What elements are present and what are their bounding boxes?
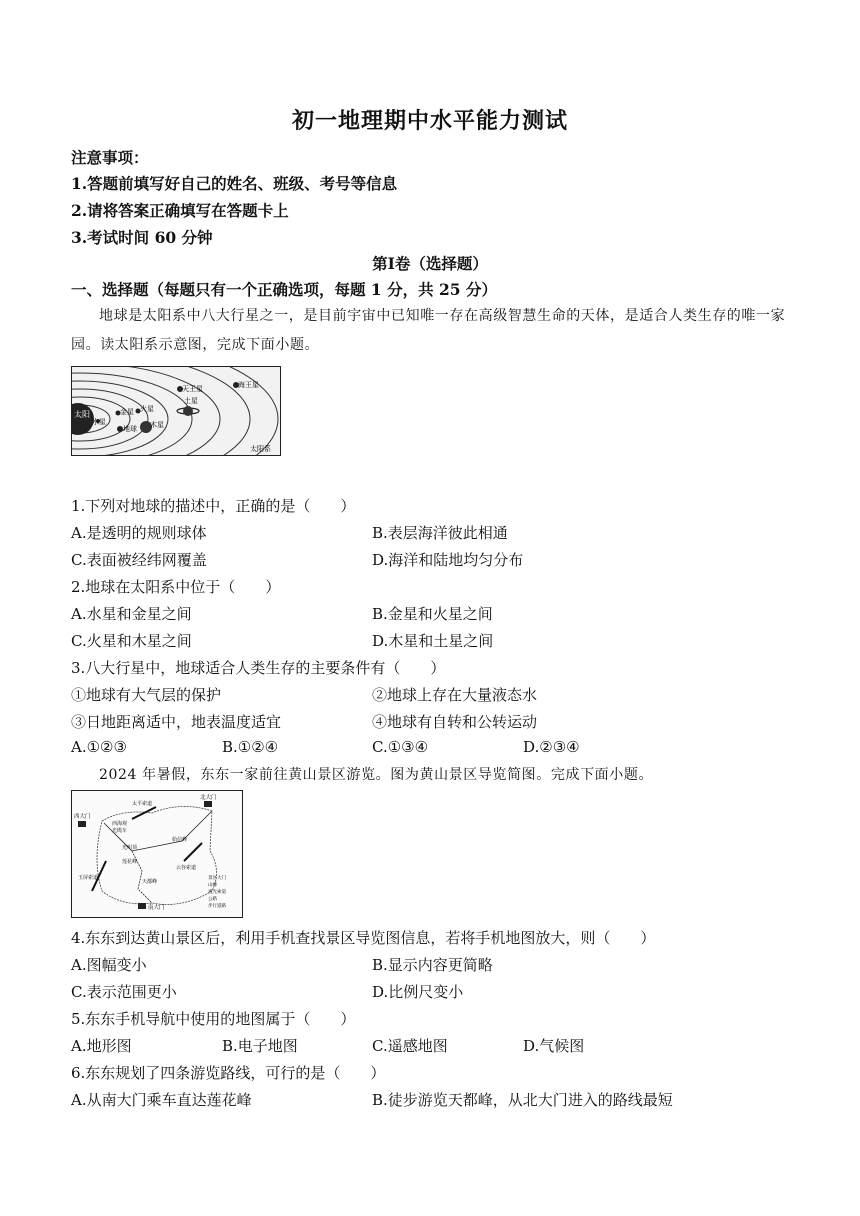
saturn-icon [183,406,193,416]
map-yungu: 云谷索道 [176,865,197,871]
north-gate-icon [204,801,212,807]
q2-option-c[interactable]: C.火星和木星之间 [71,632,192,650]
q5-option-c[interactable]: C.遥感地图 [372,1037,448,1055]
west-gate-icon [78,821,86,827]
page-title: 初一地理期中水平能力测试 [291,108,568,134]
q1-stem: 1.下列对地球的描述中，正确的是（ ） [71,497,356,515]
map-lianhua: 莲花峰 [122,859,138,865]
q3-option-b[interactable]: B.①②④ [222,738,279,756]
q3-option-a[interactable]: A.①②③ [71,738,127,756]
q2-option-d[interactable]: D.木星和土星之间 [372,632,494,650]
label-sun: 太阳 [74,410,90,419]
passage-2: 2024 年暑假，东东一家前往黄山景区游览。图为黄山景区导览简图。完成下面小题。 [99,767,654,783]
volume-title: 第Ⅰ卷（选择题） [372,254,488,273]
map-south-gate: 南大门 [148,905,165,911]
notice-heading: 注意事项： [71,148,149,167]
legend-gate: 景区大门 [208,876,226,881]
map-guangming: 光明顶 [122,845,138,851]
map-taiping: 太平索道 [132,801,153,807]
legend-peak: 山峰 [208,883,217,888]
q3-statement-1: ①地球有大气层的保护 [71,686,222,704]
huangshan-map [72,791,242,917]
q4-stem: 4.东东到达黄山景区后，利用手机查找景区导览图信息，若将手机地图放大，则（ ） [71,929,656,947]
map-xihai: 西海观 [112,821,128,827]
huangshan-map-figure [71,790,243,918]
notice-item-3: 3.考试时间 60 分钟 [71,228,213,247]
q1-option-c[interactable]: C.表面被经纬网覆盖 [71,551,207,569]
q4-option-b[interactable]: B.显示内容更简略 [372,956,493,974]
label-neptune: 海王星 [238,381,259,389]
solar-system-figure [71,366,281,456]
map-xihai2: 光缆车 [112,828,128,834]
q6-option-b[interactable]: B.徒步游览天都峰，从北大门进入的路线最短 [372,1091,673,1109]
label-saturn: 土星 [184,397,198,405]
q1-option-d[interactable]: D.海洋和陆地均匀分布 [372,551,524,569]
section-title: 一、选择题（每题只有一个正确选项，每题 1 分，共 25 分） [71,280,497,299]
label-earth: 地球 [123,425,137,433]
notice-item-1: 1.答题前填写好自己的姓名、班级、考号等信息 [71,174,398,193]
q1-option-b[interactable]: B.表层海洋彼此相通 [372,524,508,542]
q6-option-a[interactable]: A.从南大门乘车直达莲花峰 [71,1091,252,1109]
map-north-gate: 北大门 [200,795,217,801]
q1-option-a[interactable]: A.是透明的规则球体 [71,524,207,542]
q3-option-c[interactable]: C.①③④ [372,738,429,756]
label-uranus: 天王星 [182,385,203,393]
q3-option-d[interactable]: D.②③④ [523,738,580,756]
q5-option-a[interactable]: A.地形图 [71,1037,132,1055]
q4-option-a[interactable]: A.图幅变小 [71,956,147,974]
map-yuping: 玉屏索道 [78,875,99,881]
q2-option-a[interactable]: A.水星和金星之间 [71,605,192,623]
map-west-gate: 西大门 [74,814,91,820]
q3-statement-2: ②地球上存在大量液态水 [372,686,538,704]
label-mars: 火星 [140,405,154,413]
legend-cable: 观光索道 [208,890,226,895]
q4-option-d[interactable]: D.比例尺变小 [372,983,464,1001]
legend-road: 公路 [208,897,217,902]
q2-stem: 2.地球在太阳系中位于（ ） [71,578,281,596]
map-shixin: 始信峰 [172,837,188,843]
figure-caption: 太阳系 [250,445,271,453]
q3-statement-4: ④地球有自转和公转运动 [372,713,538,731]
q3-statement-3: ③日地距离适中，地表温度适宜 [71,713,282,731]
notice-item-2: 2.请将答案正确填写在答题卡上 [71,201,289,220]
legend-path: 步行道路 [208,904,226,909]
passage-1: 地球是太阳系中八大行星之一，是目前宇宙中已知唯一存在高级智慧生命的天体，是适合人类生存的唯一家园。读太阳系示意图，完成下面小题。 [71,308,786,353]
q4-option-c[interactable]: C.表示范围更小 [71,983,177,1001]
q5-option-d[interactable]: D.气候图 [523,1037,585,1055]
q6-stem: 6.东东规划了四条游览路线，可行的是（ ） [71,1064,386,1082]
south-gate-icon [138,903,146,909]
q5-option-b[interactable]: B.电子地图 [222,1037,298,1055]
q3-stem: 3.八大行星中，地球适合人类生存的主要条件有（ ） [71,659,446,677]
label-venus: 金星 [120,408,134,416]
q5-stem: 5.东东手机导航中使用的地图属于（ ） [71,1010,356,1028]
q2-option-b[interactable]: B.金星和火星之间 [372,605,493,623]
map-tiandu: 天都峰 [142,879,158,885]
label-jupiter: 木星 [150,421,164,429]
solar-system-diagram [72,367,280,455]
label-mercury: 水星 [92,418,106,426]
